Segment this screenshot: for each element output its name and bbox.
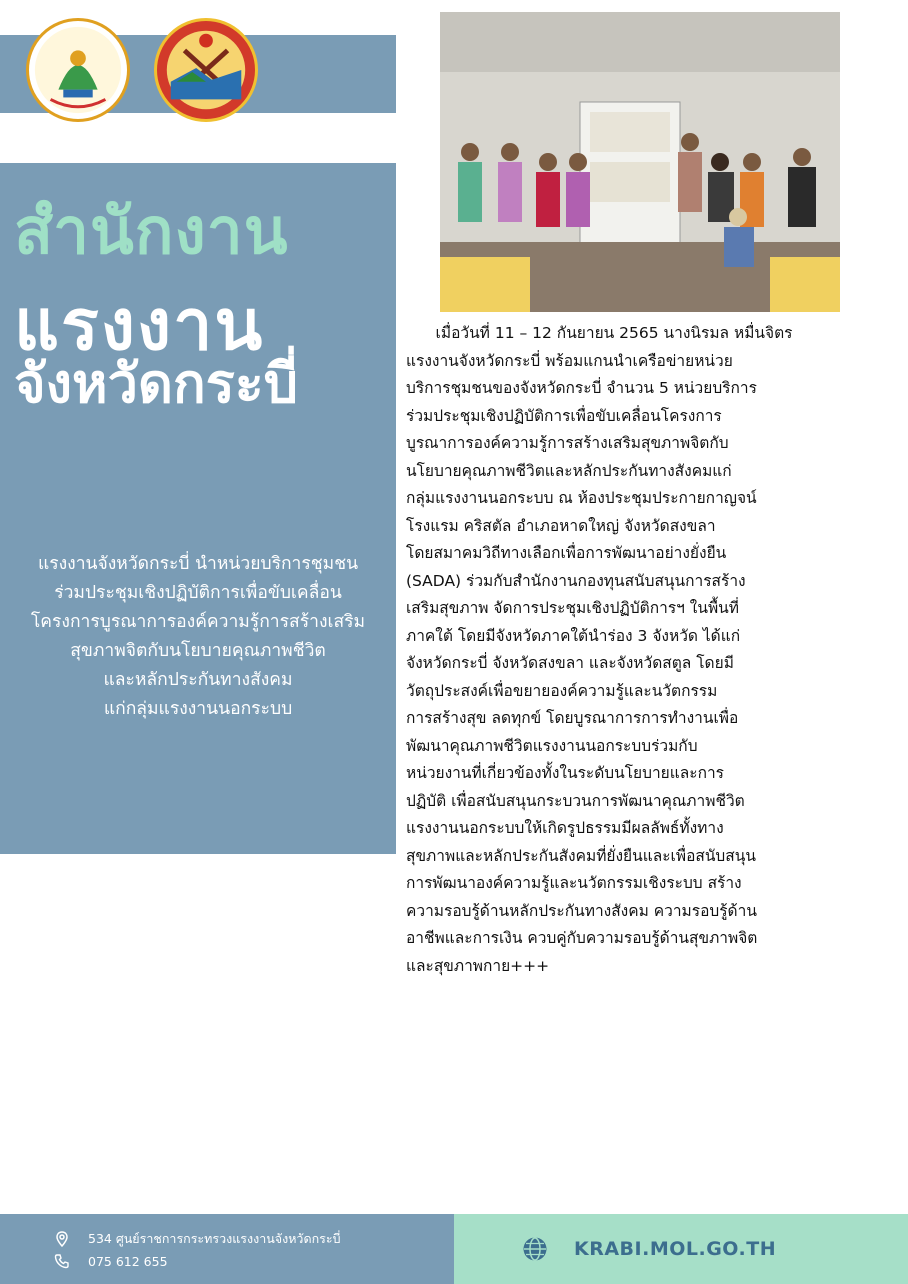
article-line: วัตถุประสงค์เพื่อขยายองค์ความรู้และนวัตกรรม [406, 681, 718, 700]
summary-text [6, 550, 390, 724]
address-text: 534 ศูนย์ราชการกระทรวงแรงงานจังหวัดกระบี่ [88, 1231, 341, 1246]
summary-line: โครงการบูรณาการองค์ความรู้การสร้างเสริม [30, 612, 366, 632]
article-line: (SADA) ร่วมกับสำนักงานกองทุนสนับสนุนการสร้าง [406, 571, 746, 590]
article-line: แรงงานจังหวัดกระบี่ พร้อมแกนนำเครือข่ายหน่วย [406, 351, 733, 370]
article-line: โดยสมาคมวิถีทางเลือกเพื่อการพัฒนาอย่างยั่งยืน [406, 544, 727, 562]
article-line: การพัฒนาองค์ความรู้และนวัตกรรมเชิงระบบ สร้าง [406, 874, 742, 892]
summary-line: ร่วมประชุมเชิงปฏิบัติการเพื่อขับเคลื่อน [54, 583, 342, 603]
website-link[interactable] [522, 1236, 776, 1262]
office-title-line2: แรงงาน [14, 284, 265, 366]
article-line: หน่วยงานที่เกี่ยวข้องทั้งในระดับนโยบายและการ [406, 764, 724, 782]
footer-website [454, 1214, 908, 1284]
article-line: เสริมสุขภาพ จัดการประชุมเชิงปฏิบัติการฯ ในพื้นที่ [406, 599, 739, 617]
location-icon [54, 1231, 70, 1247]
article-line: นโยบายคุณภาพชีวิตและหลักประกันทางสังคมแก่ [406, 461, 732, 480]
article-line: ความรอบรู้ด้านหลักประกันทางสังคม ความรอบรู้ด้าน [406, 901, 757, 920]
phone-icon [54, 1253, 70, 1269]
article-line: เมื่อวันที่ 11 – 12 กันยายน 2565 นางนิรมล หมื่นจิตร [406, 324, 793, 342]
article-line: พัฒนาคุณภาพชีวิตแรงงานนอกระบบร่วมกับ [406, 736, 698, 755]
summary-line: และหลักประกันทางสังคม [103, 670, 293, 690]
globe-icon [522, 1236, 548, 1262]
article-line: บริการชุมชนของจังหวัดกระบี่ จำนวน 5 หน่วยบริการ [406, 379, 757, 397]
office-title-line3: จังหวัดกระบี่ [14, 352, 298, 415]
article-line: อาชีพและการเงิน ควบคู่กับความรอบรู้ด้านสุขภาพจิต [406, 929, 758, 947]
ministry-logo [26, 18, 130, 122]
article-line: สุขภาพและหลักประกันสังคมที่ยั่งยืนและเพื่อสนับสนุน [406, 846, 756, 865]
article-line: ร่วมประชุมเชิงปฏิบัติการเพื่อขับเคลื่อนโครงการ [406, 406, 722, 425]
article-body [406, 320, 898, 980]
article-line: ภาคใต้ โดยมีจังหวัดภาคใต้นำร่อง 3 จังหวัด ได้แก่ [406, 626, 741, 645]
summary-line: แก่กลุ่มแรงงานนอกระบบ [103, 699, 293, 719]
article-line: กลุ่มแรงงานนอกระบบ ณ ห้องประชุมประกายกาญจน์ [406, 489, 757, 507]
website-text: KRABI.MOL.GO.TH [574, 1238, 777, 1260]
group-photo [440, 12, 840, 312]
address-row [54, 1229, 341, 1249]
article-line: โรงแรม คริสตัล อำเภอหาดใหญ่ จังหวัดสงขลา [406, 516, 716, 535]
article-line: การสร้างสุข ลดทุกข์ โดยบูรณาการการทำงานเพื่อ [406, 709, 739, 727]
summary-line: แรงงานจังหวัดกระบี่ นำหน่วยบริการชุมชน [37, 554, 359, 574]
article-line: ปฏิบัติ เพื่อสนับสนุนกระบวนการพัฒนาคุณภาพชีวิต [406, 791, 745, 810]
article-line: แรงงานนอกระบบให้เกิดรูปธรรมมีผลลัพธ์ทั้งทาง [406, 819, 724, 837]
phone-row [54, 1253, 168, 1269]
krabi-province-logo [154, 18, 258, 122]
article-line: จังหวัดกระบี่ จังหวัดสงขลา และจังหวัดสตูล โดยมี [406, 654, 734, 672]
office-title-line1: สำนักงาน [14, 195, 289, 269]
article-line: บูรณาการองค์ความรู้การสร้างเสริมสุขภาพจิตกับ [406, 434, 729, 452]
phone-text: 075 612 655 [88, 1253, 168, 1269]
article-line: และสุขภาพกาย+++ [406, 956, 550, 975]
summary-line: สุขภาพจิตกับนโยบายคุณภาพชีวิต [70, 641, 326, 661]
footer-contact [0, 1214, 454, 1284]
